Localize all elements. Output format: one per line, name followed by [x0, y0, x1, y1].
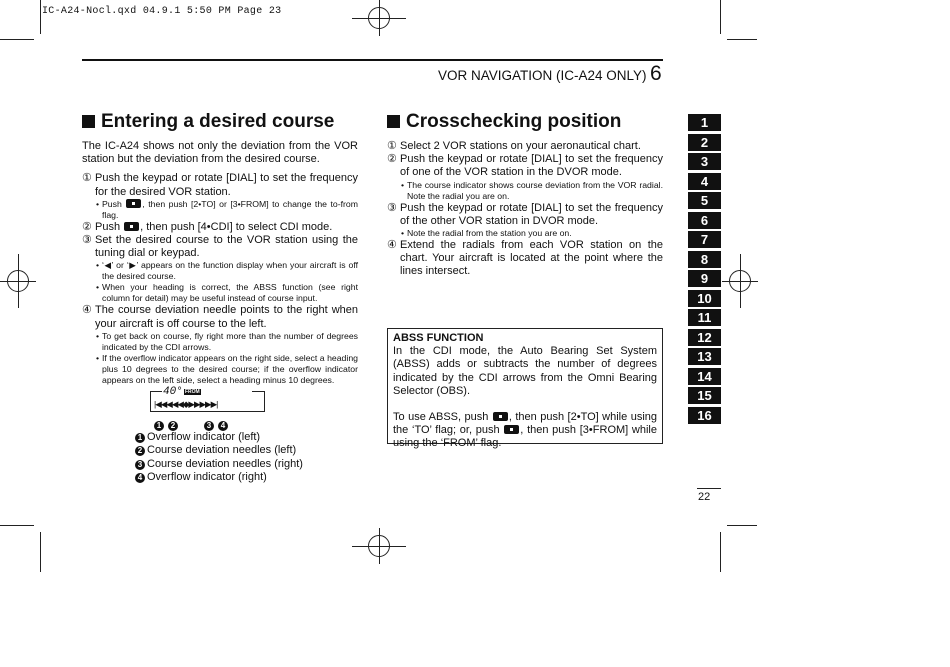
chapter-tab-12[interactable]: 12 [688, 329, 721, 346]
legend-item: 3 Course deviation needles (right) [135, 458, 303, 471]
page-number-rule [697, 488, 721, 489]
page-number: 22 [698, 491, 711, 503]
chapter-title: VOR NAVIGATION (IC-A24 ONLY) [438, 68, 647, 83]
function-key-icon [124, 222, 139, 231]
step-1-note: • Push , then push [2•TO] or [3•FROM] to change the to-from flag. [96, 198, 358, 220]
callout-3: 3 [204, 415, 216, 433]
legend-item: 2 Course deviation needles (left) [135, 444, 303, 457]
step-4: ④ The course deviation needle points to the right when your aircraft is off course to the left. [82, 304, 358, 330]
square-bullet-icon [82, 115, 95, 128]
step-2: ② Push , then push [4•CDI] to select CDI mode. [82, 220, 333, 233]
function-key-icon [504, 425, 519, 434]
chapter-tab-11[interactable]: 11 [688, 309, 721, 326]
crop-mark [0, 39, 34, 40]
crop-mark [720, 0, 721, 34]
crop-mark [40, 0, 41, 34]
intro-paragraph: The IC-A24 shows not only the deviation from the VOR station but the deviation from the desired course. [82, 140, 358, 166]
header-rule [82, 59, 663, 61]
chapter-tab-13[interactable]: 13 [688, 348, 721, 365]
step-1: ① Push the keypad or rotate [DIAL] to set the frequency for the desired VOR station. [82, 172, 358, 198]
step-2: ② Push the keypad or rotate [DIAL] to set the frequency of one of the VOR station in the DVOR mode. [387, 153, 663, 179]
crop-mark [727, 39, 757, 40]
step-3: ③ Set the desired course to the VOR station using the tuning dial or keypad. [82, 234, 358, 260]
step-3: ③ Push the keypad or rotate [DIAL] to set the frequency of the other VOR station in DVOR mode. [387, 201, 663, 227]
abss-function-box [387, 328, 663, 450]
step-3-note-2: • When your heading is correct, the ABSS function (see right column for detail) may be useful instead of course input. [96, 282, 358, 304]
step-4: ④ Extend the radials from each VOR station on the chart. Your aircraft is located at the point where the lines intersect. [387, 239, 663, 278]
square-bullet-icon [387, 115, 400, 128]
left-column [82, 140, 358, 386]
chapter-tab-15[interactable]: 15 [688, 387, 721, 404]
diagram-legend [135, 431, 303, 485]
crop-mark [720, 532, 721, 572]
step-3-note-1: • ‘◀’ or ‘▶’ appears on the function display when your aircraft is off the desired course. [96, 260, 358, 282]
chapter-tab-5[interactable]: 5 [688, 192, 721, 209]
legend-item: 4 Overflow indicator (right) [135, 471, 303, 484]
cdi-needles: |◀◀◀◀◀◆▶▶▶▶▶| [154, 399, 218, 409]
chapter-tab-4[interactable]: 4 [688, 173, 721, 190]
crop-mark [727, 525, 757, 526]
function-key-icon [493, 412, 508, 421]
section-heading-left: Entering a desired course [82, 111, 334, 133]
abss-title: ABSS FUNCTION [393, 332, 484, 344]
chapter-tab-10[interactable]: 10 [688, 290, 721, 307]
section-heading-right: Crosschecking position [387, 111, 621, 133]
chapter-tabs [688, 114, 721, 426]
cdi-display-diagram [148, 387, 268, 429]
step-1: ① Select 2 VOR stations on your aeronautical chart. [387, 140, 641, 152]
abss-body: In the CDI mode, the Auto Bearing Set System (ABSS) adds or subtracts the number of degrees indicated by the CDI arrows from the Omni Bearing Selector (OBS). [393, 345, 657, 397]
chapter-tab-7[interactable]: 7 [688, 231, 721, 248]
course-readout: 40° [163, 386, 183, 398]
callout-2: 2 [168, 415, 180, 433]
step-3-note: • Note the radial from the station you are on. [401, 228, 572, 239]
print-slug: IC-A24-Nocl.qxd 04.9.1 5:50 PM Page 23 [42, 6, 282, 17]
step-4-note-2: • If the overflow indicator appears on the right side, select a heading plus 10 degrees to the desired course; if the overflow indicator appears on the left side, select a heading minus 10 degrees. [96, 352, 358, 385]
crop-mark [40, 532, 41, 572]
step-4-note-1: • To get back on course, fly right more than the number of degrees indicated by the CDI arrows. [96, 330, 358, 352]
abss-usage: To use ABSS, push , then push [2•TO] while using the ‘TO’ flag; or, push , then push [3•FROM] while using the ‘FROM’ flag. [393, 411, 658, 450]
from-flag: FROM [185, 389, 200, 395]
callout-4: 4 [218, 415, 230, 433]
chapter-tab-9[interactable]: 9 [688, 270, 721, 287]
chapter-tab-6[interactable]: 6 [688, 212, 721, 229]
function-key-icon [126, 199, 141, 208]
chapter-number: 6 [650, 62, 662, 85]
step-2-note: • The course indicator shows course deviation from the VOR radial. Note the radial you are on. [401, 179, 663, 201]
chapter-tab-3[interactable]: 3 [688, 153, 721, 170]
right-column [387, 140, 663, 279]
chapter-tab-16[interactable]: 16 [688, 407, 721, 424]
legend-item: 1 Overflow indicator (left) [135, 431, 303, 444]
chapter-tab-2[interactable]: 2 [688, 134, 721, 151]
chapter-tab-8[interactable]: 8 [688, 251, 721, 268]
crop-mark [0, 525, 34, 526]
chapter-tab-1[interactable]: 1 [688, 114, 721, 131]
chapter-tab-14[interactable]: 14 [688, 368, 721, 385]
callout-1: 1 [154, 415, 166, 433]
